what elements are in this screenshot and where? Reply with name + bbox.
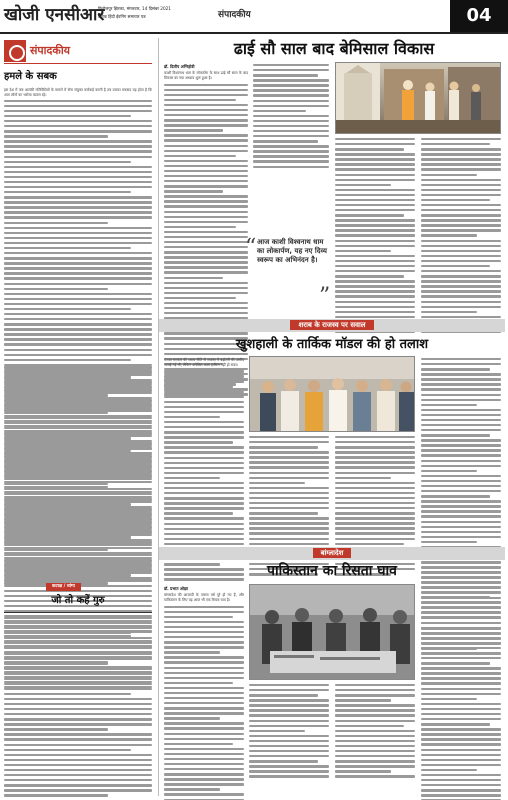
main-news-area [158, 38, 504, 796]
masthead [0, 0, 508, 34]
main-article-col-2 [253, 64, 329, 171]
surrender-archive-photo [250, 585, 415, 680]
main-headline: ढाई सौ साल बाद बेमिसाल विकास [233, 39, 435, 58]
third-intro: बांग्लादेश की आजादी के पचास वर्ष पूरे हो गए हैं, और पाकिस्तान के लिए यह आज भी एक रिसता घाव है। [164, 593, 244, 603]
editorial-title: हमले के सबक [4, 71, 57, 82]
third-article-photo [249, 584, 415, 680]
main-byline: डॉ. दिलीप अग्निहोत्री [164, 64, 195, 69]
editorial-header [4, 38, 152, 64]
satire-feature [4, 583, 152, 799]
band-liquor-label: शराब के राजस्व पर सवाल [290, 320, 373, 330]
quote-close-icon: ” [319, 284, 331, 309]
section-band-bangladesh [159, 547, 505, 560]
main-col4-lines [421, 138, 501, 333]
group-meeting-photo [250, 357, 415, 432]
main-col2-lines [253, 64, 329, 168]
temple-visit-photo [336, 63, 501, 134]
third-article-col-1 [164, 586, 244, 800]
band-bangladesh-label: बांग्लादेश [313, 548, 352, 558]
satire-title: जो तो कहें गुरु [51, 595, 105, 607]
third-article-col-2 [249, 684, 415, 780]
editorial-label: संपादकीय [30, 44, 71, 57]
second-intro: पंजाब सरकार की शराब नीति से राजस्व में बढ़ोतरी की उम्मीद जताई गई थी, लेकिन अपेक्षित लक्ष्य हासिल नहीं हो सका। [164, 358, 244, 368]
satire-tag: कटाक्ष / व्यंग्य [46, 583, 81, 591]
main-article-col-3 [335, 138, 415, 336]
newspaper-logo: खोजी एनसीआर [4, 5, 105, 25]
third-col1-lines [164, 606, 244, 800]
third-col2-lines [249, 684, 415, 780]
page-number: 04 [450, 0, 508, 32]
third-byline: डॉ. प्रभात ओझा [164, 586, 189, 591]
second-article-photo [249, 356, 415, 432]
satire-text-lines [4, 617, 152, 797]
second-headline: खुशहाली के तार्किक मॉडल की हो तलाश [235, 337, 429, 352]
main-intro: काशी विश्वनाथ धाम के लोकार्पण के साथ ढाई सौ साल के बाद विकास का नया अध्याय शुरू हुआ है। [164, 71, 248, 81]
dateline-tagline: दैनिक हिंदी ईवनिंग समाचार पत्र [98, 13, 146, 19]
page-section-title: संपादकीय [218, 10, 251, 20]
main-article-col-4 [421, 138, 501, 336]
dateline [98, 6, 171, 21]
main-col3-lines [335, 138, 415, 333]
third-col3-lines [421, 586, 501, 800]
dateline-date: फिरोजपुर झिरका, मंगलवार, 14 दिसंबर 2021 [98, 6, 171, 11]
editorial-second-title [4, 350, 152, 362]
pull-quote: आज काशी विश्वनाथ धाम का लोकार्पण, यह नए दिव्य स्वरूप का अभिनंदन है। [257, 238, 327, 264]
third-headline: पाकिस्तान का रिसता घाव [267, 563, 397, 579]
section-band-liquor [159, 319, 505, 332]
satire-rule [4, 612, 152, 613]
main-article-photo [335, 62, 501, 134]
editorial-intro: इस देश में जब आतंकी गतिविधियों के मामले में सेना संयुक्त कार्रवाई करती है तब उसका मकसद यह होता है कि आम लोगों का भरोसा कायम रहे। [4, 87, 152, 97]
quote-open-icon: “ [245, 235, 257, 260]
editorial-mark-icon [4, 40, 26, 62]
third-article-col-3 [421, 586, 501, 800]
